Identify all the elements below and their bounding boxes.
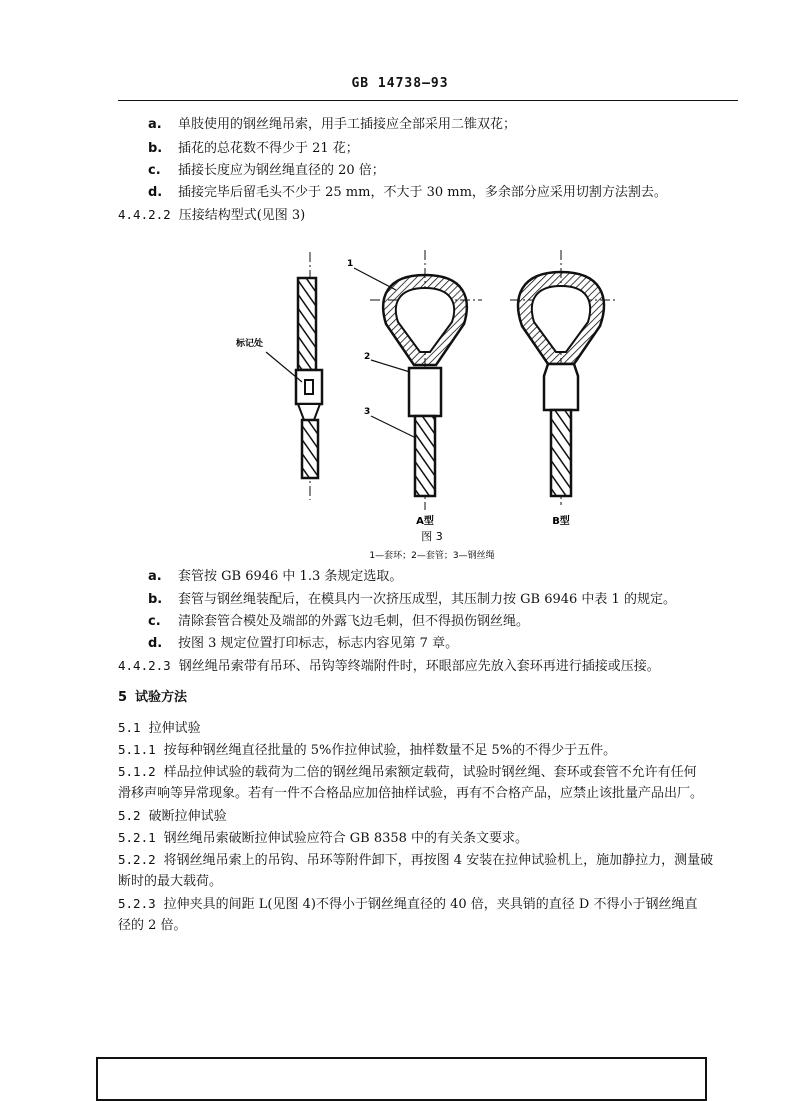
label-type-b: B型 [552, 516, 570, 527]
callout-1: 1 [347, 259, 354, 269]
type-a-assembly [347, 250, 482, 527]
section-4-4-2-3 [118, 657, 660, 676]
side-view [235, 252, 322, 500]
section-number: 5.1 [118, 720, 141, 735]
section-number: 5.2.1 [118, 830, 156, 845]
list-marker: a. [148, 117, 162, 132]
rope-lower [302, 420, 318, 478]
section-5-2-2-cont: 断时的最大载荷。 [118, 874, 223, 889]
figure-caption: 图 3 [421, 530, 443, 543]
bottom-frame [96, 1057, 707, 1101]
type-b-assembly [510, 250, 615, 527]
section-5-2-1 [118, 829, 528, 848]
list-marker: a. [148, 569, 162, 584]
section-text: 钢丝绳吊索带有吊环、吊钩等终端附件时，环眼部应先放入套环再进行插接或压接。 [178, 659, 660, 674]
list-text: 清除套管合模处及端部的外露飞边毛刺，但不得损伤钢丝绳。 [178, 614, 530, 629]
section-5-1-2-cont: 滑移声响等异常现象。若有一件不合格品应加倍抽样试验，再有不合格产品，应禁止该批量产品出厂。 [118, 786, 704, 801]
section-number: 5.1.2 [118, 764, 156, 779]
list-marker: c. [148, 614, 161, 629]
list-item [148, 184, 667, 202]
rope-upper [298, 278, 316, 370]
document-header: GB 14738—93 [351, 76, 449, 91]
section-text: 压接结构型式(见图 3) [178, 208, 306, 223]
section-5-2-3 [118, 895, 697, 914]
header-rule [118, 100, 738, 101]
list-item [148, 635, 458, 653]
list-marker: c. [148, 163, 161, 178]
section-5-heading [118, 689, 187, 707]
section-5-1-2 [118, 763, 697, 782]
section-number: 4.4.2.2 [118, 207, 171, 222]
rope-a [415, 416, 435, 496]
list-text: 插接完毕后留毛头不少于 25 mm，不大于 30 mm，多余部分应采用切割方法割去。 [178, 185, 667, 200]
list-marker: b. [148, 141, 163, 156]
section-text: 将钢丝绳吊索上的吊钩、吊环等附件卸下，再按图 4 安装在拉伸试验机上，施加静拉力，测量破 [163, 853, 714, 868]
list-item [148, 162, 385, 180]
sleeve-a [409, 368, 441, 416]
mark-leader-line [266, 352, 302, 382]
list-text: 套管与钢丝绳装配后，在模具内一次挤压成型，其压制力按 GB 6946 中表 1 的规定。 [178, 592, 676, 607]
section-number: 5.2.2 [118, 852, 156, 867]
section-5-2-heading [118, 807, 227, 826]
section-number: 5 [118, 690, 128, 705]
rope-b [551, 410, 571, 496]
section-text: 按每种钢丝绳直径批量的 5%作拉伸试验，抽样数量不足 5%的不得少于五件。 [163, 743, 617, 758]
mark-label: 标记处 [236, 339, 264, 349]
list-text: 插花的总花数不得少于 21 花； [178, 141, 359, 156]
list-marker: d. [148, 636, 163, 651]
list-text: 单肢使用的钢丝绳吊索，用手工插接应全部采用二锥双花； [178, 117, 517, 132]
list-text: 插接长度应为钢丝绳直径的 20 倍； [178, 163, 385, 178]
section-title: 破断拉伸试验 [148, 809, 227, 824]
section-text: 样品拉伸试验的载荷为二倍的钢丝绳吊索额定载荷，试验时钢丝绳、套环或套管不允许有任何 [163, 765, 697, 780]
section-number: 5.2 [118, 808, 141, 823]
section-text: 钢丝绳吊索破断拉伸试验应符合 GB 8358 中的有关条文要求。 [163, 831, 529, 846]
list-item [148, 568, 402, 586]
section-text: 拉伸夹具的间距 L(见图 4)不得小于钢丝绳直径的 40 倍，夹具销的直径 D 不得小于钢丝绳直 [163, 897, 698, 912]
section-number: 4.4.2.3 [118, 658, 171, 673]
list-text: 按图 3 规定位置打印标志，标志内容见第 7 章。 [178, 636, 459, 651]
list-item [148, 116, 516, 134]
section-number: 5.2.3 [118, 896, 156, 911]
section-4-4-2-2 [118, 206, 305, 225]
section-number: 5.1.1 [118, 742, 156, 757]
figure-3 [220, 240, 620, 570]
section-5-2-2 [118, 851, 713, 870]
sleeve-b [544, 364, 578, 410]
figure-legend: 1—套环；2—套管；3—钢丝绳 [369, 551, 495, 561]
section-title: 拉伸试验 [148, 721, 201, 736]
section-5-1-1 [118, 741, 616, 760]
section-title: 试验方法 [135, 690, 188, 705]
list-item [148, 591, 676, 609]
list-item [148, 140, 359, 158]
list-marker: b. [148, 592, 163, 607]
callout-2: 2 [364, 352, 371, 362]
section-5-1-heading [118, 719, 201, 738]
label-type-a: A型 [416, 516, 434, 527]
section-5-2-3-cont: 径的 2 倍。 [118, 918, 187, 933]
list-item [148, 613, 529, 631]
list-marker: d. [148, 185, 163, 200]
callout-3: 3 [364, 407, 371, 417]
list-text: 套管按 GB 6946 中 1.3 条规定选取。 [178, 569, 403, 584]
sleeve-side [296, 370, 322, 404]
